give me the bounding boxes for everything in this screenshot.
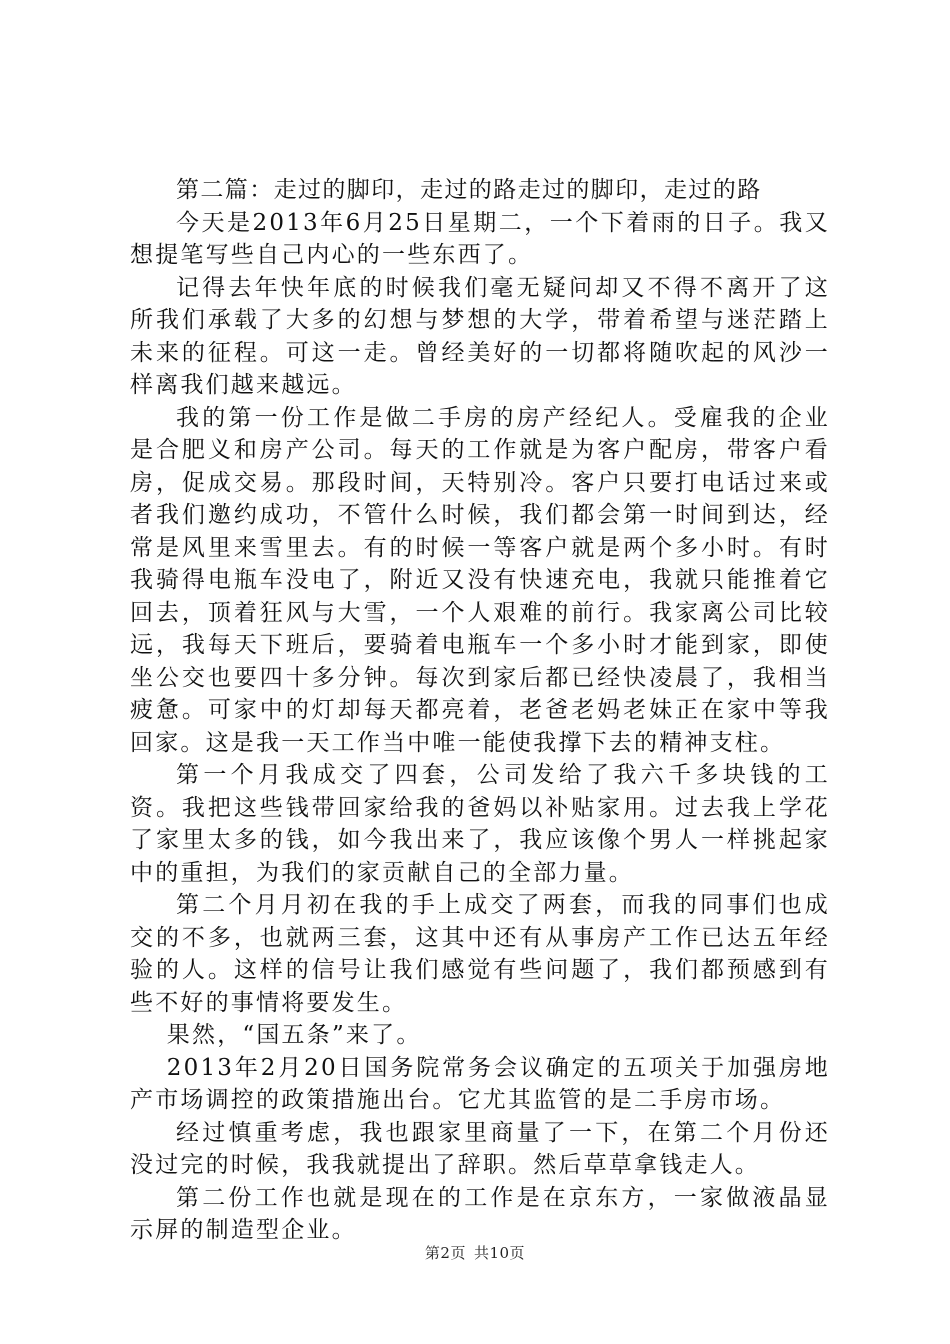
- paragraph-second-job: 第二份工作也就是现在的工作是在京东方，一家做液晶显示屏的制造型企业。: [130, 1184, 830, 1243]
- paragraph-graduation: 记得去年快年底的时候我们毫无疑问却又不得不离开了这所我们承载了大多的幻想与梦想的大学，带着希望与迷茫踏上未来的征程。可这一走。曾经美好的一切都将随吹起的风沙一样离我们越来越远。: [130, 274, 830, 398]
- paragraph-second-month: 第二个月月初在我的手上成交了两套，而我的同事们也成交的不多，也就两三套，这其中还有从事房产工作已达五年经验的人。这样的信号让我们感觉有些问题了，我们都预感到有些不好的事情将要发生。: [130, 892, 830, 1016]
- paragraph-guowutiao: 果然，“国五条”来了。: [166, 1022, 422, 1048]
- paragraph-policy: 2013年2月20日国务院常务会议确定的五项关于加强房地产市场调控的政策措施出台。它尤其监管的是二手房市场。: [130, 1054, 830, 1113]
- document-title: 第二篇：走过的脚印，走过的路走过的脚印，走过的路: [176, 177, 762, 203]
- paragraph-resignation: 经过慎重考虑，我也跟家里商量了一下，在第二个月份还没过完的时候，我我就提出了辞职。然后草草拿钱走人。: [130, 1119, 830, 1178]
- page-total: 共10页: [473, 1244, 526, 1262]
- page-footer: [0, 1242, 950, 1263]
- paragraph-first-month: 第一个月我成交了四套，公司发给了我六千多块钱的工资。我把这些钱带回家给我的爸妈以补贴家用。过去我上学花了家里太多的钱，如今我出来了，我应该像个男人一样挑起家中的重担，为我们的家贡献自己的全部力量。: [130, 762, 830, 886]
- paragraph-date: 今天是2013年6月25日星期二，一个下着雨的日子。我又想提笔写些自己内心的一些东西了。: [130, 209, 830, 268]
- paragraph-first-job: 我的第一份工作是做二手房的房产经纪人。受雇我的企业是合肥义和房产公司。每天的工作就是为客户配房，带客户看房，促成交易。那段时间，天特别冷。客户只要打电话过来或者我们邀约成功，不管什么时候，我们都会第一时间到达，经常是风里来雪里去。有的时候一等客户就是两个多小时。有时我骑得电瓶车没电了，附近又没有快速充电，我就只能推着它回去，顶着狂风与大雪，一个人艰难的前行。我家离公司比较远，我每天下班后，要骑着电瓶车一个多小时才能到家，即使坐公交也要四十多分钟。每次到家后都已经快凌晨了，我相当疲惫。可家中的灯却每天都亮着，老爸老妈老妹正在家中等我回家。这是我一天工作当中唯一能使我撑下去的精神支柱。: [130, 404, 830, 756]
- document-body: [130, 174, 830, 1247]
- page-number: 第2页: [424, 1244, 466, 1262]
